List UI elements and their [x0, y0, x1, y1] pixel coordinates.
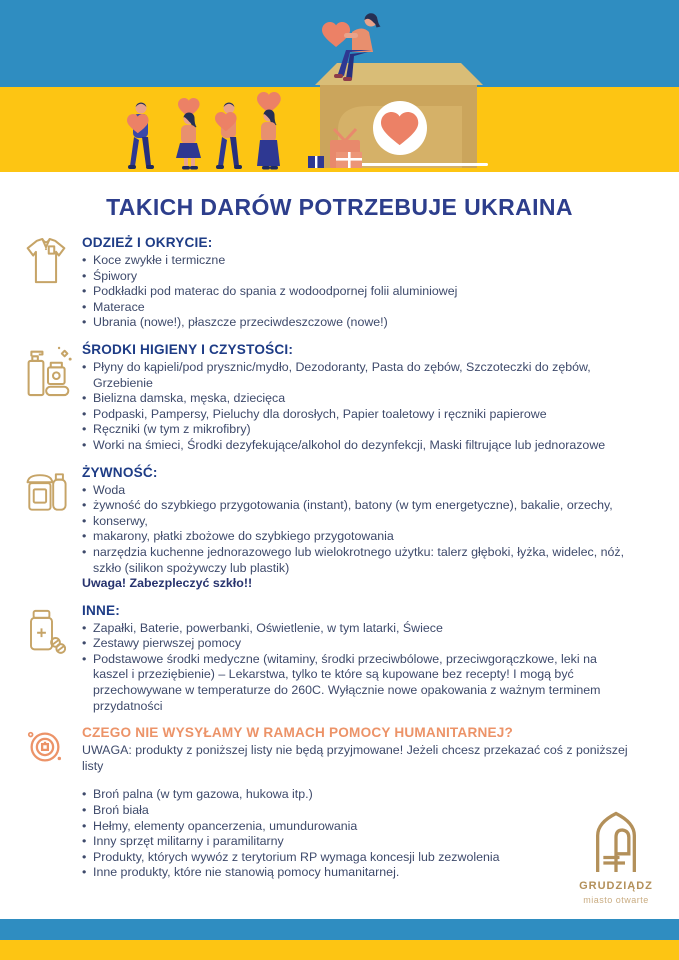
section-item-list — [82, 743, 630, 881]
list-item: • Inny sprzęt militarny i paramilitarny — [82, 834, 630, 850]
bottom-blue-band — [0, 919, 679, 940]
section-heading: ŻYWNOŚĆ: — [82, 464, 158, 480]
grudziadz-logo — [577, 808, 655, 905]
section-heading: ODZIEŻ I OKRYCIE: — [82, 235, 213, 250]
list-item: • Broń biała — [82, 803, 630, 819]
list-item: • Zestawy pierwszej pomocy — [82, 636, 630, 652]
list-item: • Broń palna (w tym gazowa, hukowa itp.) — [82, 787, 630, 803]
section-text — [82, 725, 630, 881]
list-item: • Materace — [82, 300, 630, 316]
list-item: • Płyny do kąpieli/pod prysznic/mydło, Dezodoranty, Pasta do zębów, Szczoteczki do zębów, Grzebienie — [82, 360, 630, 391]
section-item-list — [82, 360, 630, 454]
list-item: • makarony, płatki zbożowe do szybkiego przygotowania — [82, 529, 630, 545]
list-item: • Hełmy, elementy opancerzenia, umundurowania — [82, 819, 630, 835]
list-item: • Ubrania (nowe!), płaszcze przeciwdeszczowe (nowe!) — [82, 315, 630, 331]
section-1 — [24, 235, 636, 331]
section-text — [82, 465, 630, 592]
list-item: • Zapałki, Baterie, powerbanki, Oświetlenie, w tym latarki, Świece — [82, 621, 630, 637]
list-item: • Inne produkty, które nie stanowią pomocy humanitarnej. — [82, 865, 630, 881]
list-item: • Produkty, których wywóz z terytorium RP wymaga koncesji lub zezwolenia — [82, 850, 630, 866]
list-item: • Koce zwykłe i termiczne — [82, 253, 630, 269]
bottom-yellow-band — [0, 940, 679, 960]
logo-city-name: GRUDZIĄDZ — [579, 880, 653, 892]
section-text — [82, 603, 630, 715]
food-jars-icon — [24, 465, 82, 518]
list-item: • Podkładki pod materac do spania z wodoodpornej folii aluminiowej — [82, 284, 630, 300]
list-item: • narzędzia kuchenne jednorazowego lub wielokrotnego użytku: talerz głęboki, łyżka, widelec, nóż, szkło (silikon spożywczy lub plastik) — [82, 545, 630, 576]
prohibited-items-icon — [24, 725, 82, 768]
list-item: • Ręczniki (w tym z mikrofibry) — [82, 422, 630, 438]
list-item: • Podpaski, Pampersy, Pieluchy dla dorosłych, Papier toaletowy i ręczniki papierowe — [82, 407, 630, 423]
list-item: • Podstawowe środki medyczne (witaminy, środki przeciwbólowe, przeciwgorączkowe, leki na kaszel i przeziębienie) – Lekarstwa, tylko te które są kupowane bez recepty! I mogą być przechowywane w temperaturze do 260C. Wyłącznie nowe opakowania z ważnym terminem przydatności — [82, 652, 630, 714]
section-item-list — [82, 621, 630, 715]
section-item-list — [82, 483, 630, 592]
city-gate-icon — [587, 808, 645, 874]
section-text — [82, 235, 630, 331]
section-item-list — [82, 253, 630, 331]
section-heading: ŚRODKI HIGIENY I CZYSTOŚCI: — [82, 341, 294, 357]
list-item: • Worki na śmieci, Środki dezyfekujące/alkohol do dezynfekcji, Maski filtrujące lub jednorazowe — [82, 438, 630, 454]
logo-tagline: miasto otwarte — [583, 895, 649, 905]
section-text — [82, 342, 630, 454]
polo-shirt-icon — [24, 235, 82, 286]
section-4 — [24, 603, 636, 715]
section-heading: INNE: — [82, 602, 121, 618]
list-item: • Śpiwory — [82, 269, 630, 285]
toiletries-icon — [24, 342, 82, 401]
list-item: • Woda — [82, 483, 630, 499]
page-title: TAKICH DARÓW POTRZEBUJE UKRAINA — [106, 194, 573, 220]
intro-paragraph: UWAGA: produkty z poniższej listy nie będą przyjmowane! Jeżeli chcesz przekazać coś z poniższej listy — [82, 743, 628, 773]
section-heading: CZEGO NIE WYSYŁAMY W RAMACH POMOCY HUMANITARNEJ? — [82, 725, 514, 741]
section-3 — [24, 465, 636, 592]
medicine-icon — [24, 603, 82, 658]
note-line: Uwaga! Zabezpleczyć szkło!! — [82, 576, 253, 591]
section-2 — [24, 342, 636, 454]
list-item: • żywność do szybkiego przygotowania (instant), batony (w tym energetyczne), bakalie, orzechy, — [82, 498, 630, 514]
list-item: • konserwy, — [82, 514, 630, 530]
section-5 — [24, 725, 636, 881]
hero-illustration — [0, 0, 679, 172]
list-item: • Bielizna damska, męska, dziecięca — [82, 391, 630, 407]
sections — [24, 235, 636, 892]
spacer — [82, 774, 630, 787]
